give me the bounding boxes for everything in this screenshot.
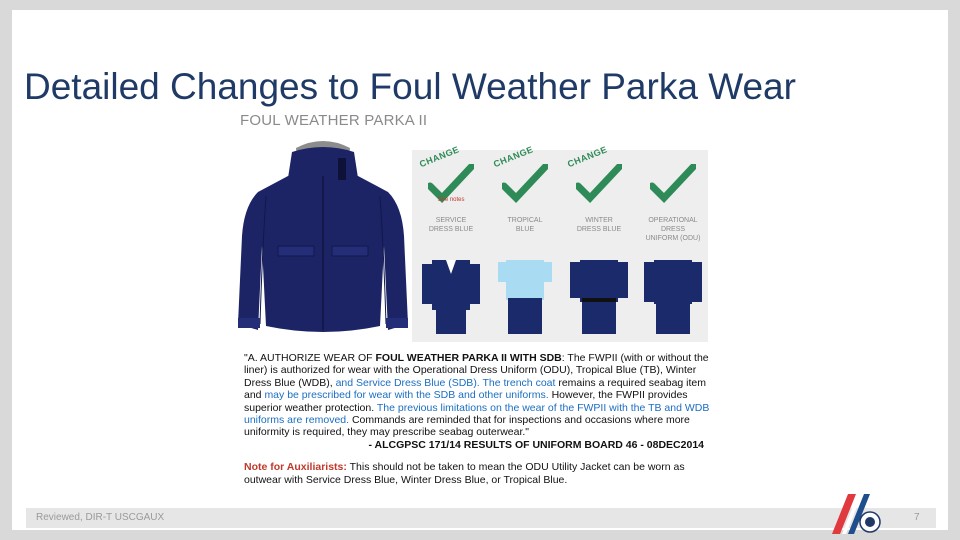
uniform-figure-icon xyxy=(570,250,628,336)
check-icon xyxy=(650,164,696,204)
check-icon xyxy=(576,164,622,204)
aux-note-text: This should not be taken to mean the ODU Utility Jacket can be worn as outwear with Service Dress Blue, Winter Dress Blue, or Tropical Blue. xyxy=(244,461,685,486)
uniform-column-odu xyxy=(638,150,708,342)
policy-quote xyxy=(244,352,714,486)
page-number: 7 xyxy=(914,512,920,523)
uniform-column-tropical-blue xyxy=(490,144,560,342)
uniform-label: SERVICE DRESS BLUE xyxy=(428,217,474,233)
uniform-label: TROPICAL BLUE xyxy=(507,217,543,233)
change-banner: CHANGE xyxy=(566,144,609,170)
uniform-label: WINTER DRESS BLUE xyxy=(576,217,622,233)
uniform-column-winter-dress-blue xyxy=(564,144,634,342)
quote-paragraph: "A. AUTHORIZE WEAR OF FOUL WEATHER PARKA II WITH SDB: The FWPII (with or without the liner) is authorized for wear with the Operational Dress Uniform (ODU), Tropical Blue (TB), Winter Dress Blue (WDB), and Service Dress Blue (SDB). The trench coat remains a required seabag item and may be prescribed for wear with the SDB and other uniforms. However, the FWPII provides superior weather protection. The previous limitations on the wear of the FWPII with the TB and WDB uniforms are removed. Commands are reminded that for inspections and occasions where more uniformity is required, they may prescribe seabag outerwear." xyxy=(244,352,710,439)
change-banner: CHANGE xyxy=(492,144,535,170)
parka-illustration xyxy=(238,126,408,344)
uniform-figure-icon xyxy=(644,250,702,336)
footer-text: Reviewed, DIR-T USCGAUX xyxy=(36,512,165,523)
coast-guard-logo-icon xyxy=(818,494,888,534)
uniform-column-service-dress-blue xyxy=(416,144,486,342)
uniform-label: OPERATIONAL DRESS UNIFORM (ODU) xyxy=(645,217,701,242)
uniform-panel xyxy=(412,144,708,342)
uniform-figure-icon xyxy=(422,250,480,336)
quote-citation: - ALCGPSC 171/14 RESULTS OF UNIFORM BOARD 46 - 08DEC2014 xyxy=(368,438,704,451)
uniform-figure-icon xyxy=(496,250,554,336)
change-banner: CHANGE xyxy=(418,144,461,170)
auxiliarist-note xyxy=(244,461,714,486)
figure-title: FOUL WEATHER PARKA II xyxy=(240,112,428,129)
check-icon xyxy=(502,164,548,204)
aux-note-label: Note for Auxiliarists: xyxy=(244,461,347,474)
slide-title: Detailed Changes to Foul Weather Parka Wear xyxy=(24,66,796,107)
see-notes-label: See notes xyxy=(437,197,465,203)
